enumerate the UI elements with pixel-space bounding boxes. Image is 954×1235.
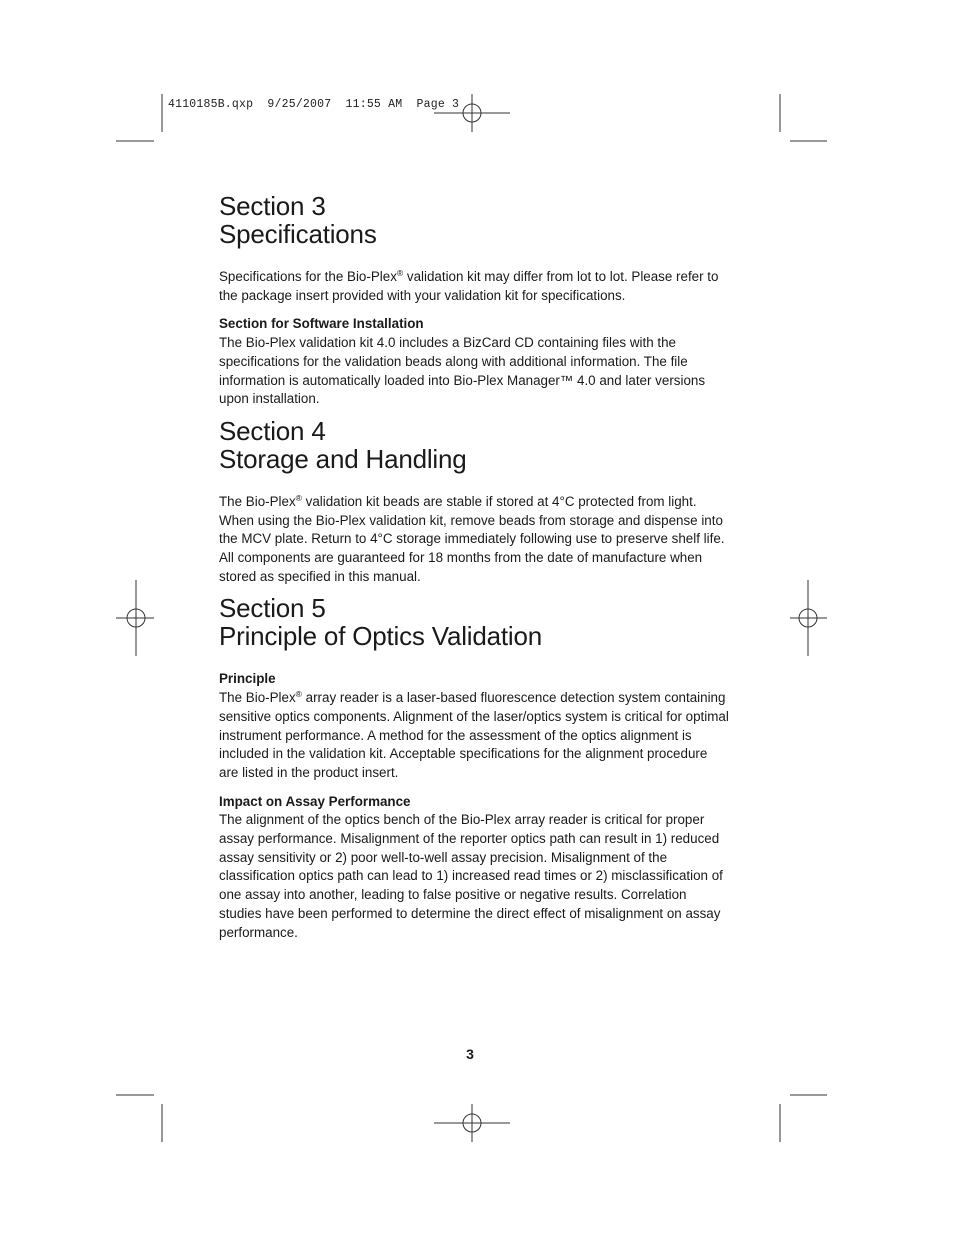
- principle-text: [219, 689, 729, 783]
- section-4-text-a: The Bio-Plex: [219, 493, 296, 509]
- registration-mark-left: [116, 580, 154, 656]
- impact-text: The alignment of the optics bench of the Bio-Plex array reader is critical for proper assay performance. Misalignment of the reporter optics path can result in 1) reduced assay sensitivity or 2) poor well-to-well assay precision. Misalignment of the classification optics path can lead to 1) increased read times or 2) misclassification of one assay into another, leading to false positive or negative results. Correlation studies have been performed to determine the direct effect of misalignment on assay performance.: [219, 812, 723, 940]
- software-installation-heading: Section for Software Installation: [219, 316, 424, 332]
- section-4-text: [219, 493, 729, 587]
- section-4-number: Section 4: [219, 415, 326, 446]
- section-4-heading: [219, 417, 729, 473]
- impact-heading: Impact on Assay Performance: [219, 793, 411, 809]
- registered-mark: ®: [295, 689, 302, 700]
- section-4-text-b: validation kit beads are stable if stored at 4°C protected from light. When using the Bio-Plex validation kit, remove beads from storage and dispense into the MCV plate. Return to 4°C storage immediately following use to preserve shelf life. All components are guaranteed for 18 months from the date of manufacture when stored as specified in this manual.: [219, 493, 725, 584]
- file-slug-line: 4110185B.qxp 9/25/2007 11:55 AM Page 3: [168, 98, 460, 111]
- section-3-heading: [219, 192, 729, 248]
- section-3-number: Section 3: [219, 191, 326, 221]
- page-number: 3: [466, 1046, 474, 1062]
- section-3-intro-text-a: Specifications for the Bio-Plex: [219, 269, 397, 284]
- registered-mark: ®: [295, 492, 302, 503]
- section-5-heading: [219, 594, 729, 650]
- section-5-title: Principle of Optics Validation: [219, 621, 543, 652]
- registration-mark-bottom: [434, 1104, 510, 1142]
- section-3-title: Specifications: [219, 219, 377, 249]
- section-5-number: Section 5: [219, 593, 326, 624]
- registered-mark: ®: [396, 268, 404, 278]
- principle-heading: Principle: [219, 671, 276, 687]
- section-3-intro: [219, 268, 729, 305]
- principle-text-b: array reader is a laser-based fluorescence detection system containing sensitive optics components. Alignment of the laser/optics system is critical for optimal instrument performance. A method for the assessment of the optics alignment is included in the validation kit. Acceptable specifications for the alignment procedure are listed in the product insert.: [219, 690, 729, 780]
- section-3-intro-text-b: validation kit may differ from lot to lot. Please refer to the package insert provided with your validation kit for specifications.: [219, 269, 719, 303]
- page-content: [219, 192, 729, 942]
- registration-mark-right: [790, 580, 827, 656]
- section-4-title: Storage and Handling: [219, 443, 467, 474]
- principle-text-a: The Bio-Plex: [219, 690, 296, 706]
- software-installation-text: The Bio-Plex validation kit 4.0 includes a BizCard CD containing files with the specifications for the validation beads along with additional information. The file information is automatically loaded into Bio-Plex Manager™ 4.0 and later versions upon installation.: [219, 335, 706, 407]
